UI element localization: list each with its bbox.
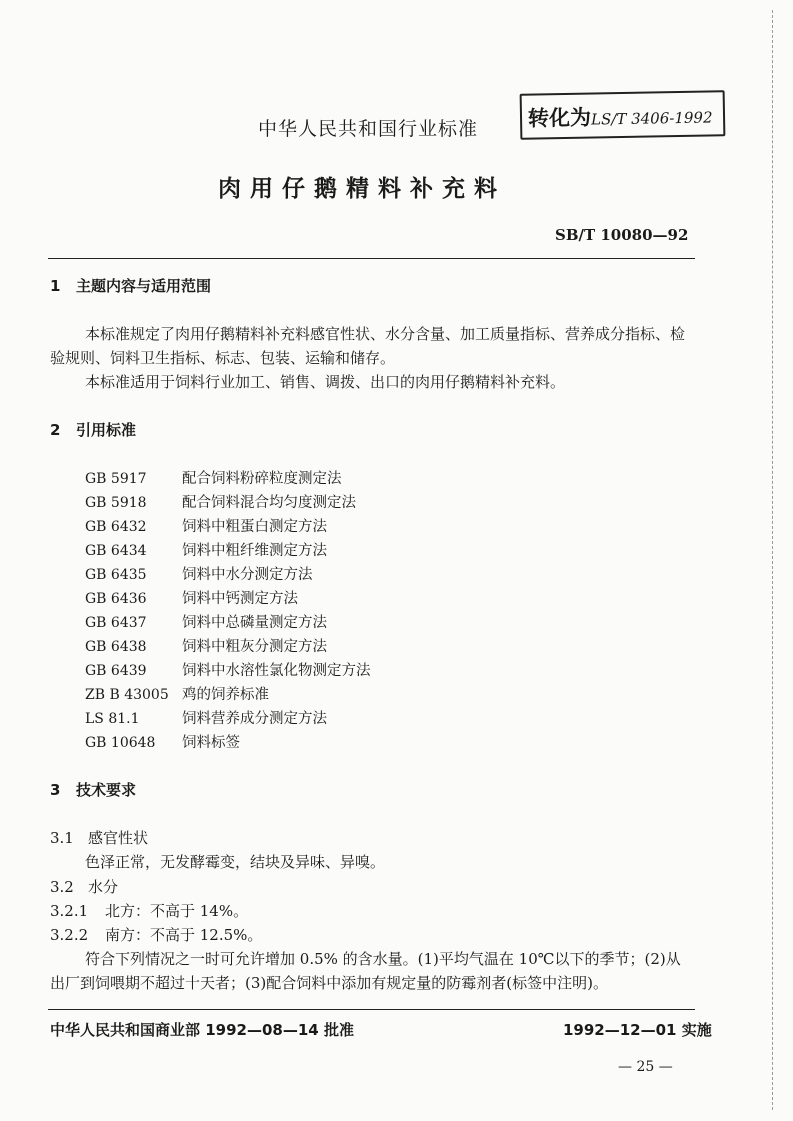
reference-item: GB 5918 配合饲料混合均匀度测定法 [85, 495, 356, 511]
approval-date: 中华人民共和国商业部 1992—08—14 批准 [50, 1021, 354, 1039]
section-1-paragraph-1-line-2: 验规则、饲料卫生指标、标志、包装、运输和储存。 [50, 349, 396, 367]
section-3-1-text: 色泽正常，无发酵霉变，结块及异味、异嗅。 [85, 853, 386, 871]
section-1-paragraph-2: 本标准适用于饲料行业加工、销售、调拨、出口的肉用仔鹅精料补充料。 [85, 373, 566, 391]
section-3-heading: 3 技术要求 [50, 781, 137, 799]
reference-item: ZB B 43005 鸡的饲养标准 [85, 687, 269, 703]
reference-item: GB 10648 饲料标签 [85, 735, 240, 751]
reference-item: GB 6435 饲料中水分测定方法 [85, 567, 313, 583]
reference-item: GB 6438 饲料中粗灰分测定方法 [85, 639, 327, 655]
section-1-paragraph-1-line-1: 本标准规定了肉用仔鹅精料补充料感官性状、水分含量、加工质量指标、营养成分指标、检 [85, 325, 686, 343]
conversion-stamp [520, 90, 726, 140]
document-title: 肉用仔鹅精料补充料 [218, 176, 506, 202]
reference-item: LS 81.1 饲料营养成分测定方法 [85, 711, 327, 727]
section-3-2-heading: 3.2 水分 [50, 878, 119, 896]
issuing-org: 中华人民共和国行业标准 [258, 118, 479, 140]
section-1-heading: 1 主题内容与适用范围 [50, 277, 212, 295]
page-number: — 25 — [618, 1059, 673, 1075]
header-rule [48, 258, 695, 259]
reference-item: GB 6439 饲料中水溶性氯化物测定方法 [85, 663, 371, 679]
section-3-2-1: 3.2.1 北方：不高于 14%。 [50, 902, 249, 920]
footer-rule [48, 1009, 695, 1010]
stamp-prefix: 转化为 [527, 105, 592, 131]
reference-item: GB 6437 饲料中总磷量测定方法 [85, 615, 327, 631]
standard-number: SB/T 10080—92 [555, 226, 689, 244]
section-3-1-heading: 3.1 感官性状 [50, 829, 149, 847]
page-edge-line [772, 10, 773, 1110]
effective-date: 1992—12—01 实施 [563, 1021, 712, 1039]
reference-item: GB 6434 饲料中粗纤维测定方法 [85, 543, 327, 559]
moisture-note-line-2: 出厂到饲喂期不超过十天者；(3)配合饲料中添加有规定量的防霉剂者(标签中注明)。 [50, 974, 608, 992]
section-3-2-2: 3.2.2 南方：不高于 12.5%。 [50, 926, 263, 944]
section-2-heading: 2 引用标准 [50, 421, 137, 439]
stamp-code: LS/T 3406-1992 [590, 108, 713, 129]
reference-item: GB 5917 配合饲料粉碎粒度测定法 [85, 471, 342, 487]
moisture-note-line-1: 符合下列情况之一时可允许增加 0.5% 的含水量。(1)平均气温在 10℃以下的季节；(2)从 [85, 950, 681, 968]
reference-item: GB 6432 饲料中粗蛋白测定方法 [85, 519, 327, 535]
reference-item: GB 6436 饲料中钙测定方法 [85, 591, 298, 607]
